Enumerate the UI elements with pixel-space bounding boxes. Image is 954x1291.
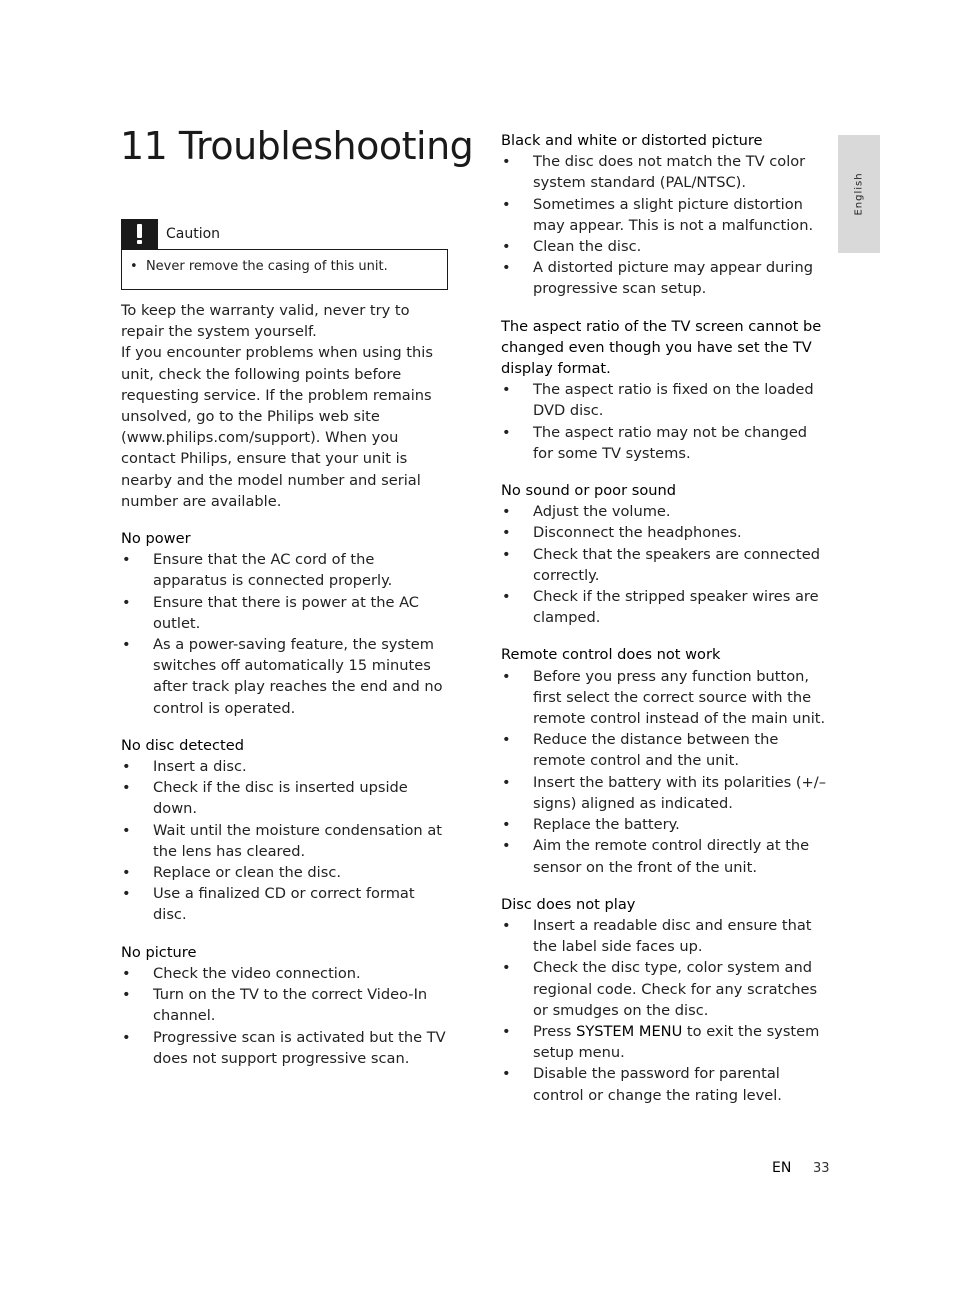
list-item: • Clean the disc. (501, 236, 831, 257)
page-title: 11 Troubleshooting (120, 124, 474, 168)
list-item: • Disconnect the headphones. (501, 522, 831, 543)
list-item: • Check that the speakers are connected correctly. (501, 544, 831, 586)
page-number: 33 (813, 1161, 830, 1176)
section-heading: Remote control does not work (501, 646, 721, 664)
list-item: • The disc does not match the TV color system standard (PAL/NTSC). (501, 151, 831, 193)
section-heading: No disc detected (121, 736, 244, 754)
section-disc-not-play (501, 894, 831, 1106)
caution-label: Caution (166, 226, 221, 242)
bullet-list (501, 666, 831, 878)
caution-header (121, 219, 450, 249)
language-label: English (853, 172, 865, 216)
section-distorted-picture (501, 130, 831, 300)
section-heading: No sound or poor sound (501, 482, 677, 500)
bullet-list (121, 963, 451, 1069)
section-heading: The aspect ratio of the TV screen cannot be changed even though you have set the TV display format. (501, 317, 822, 378)
section-no-power (121, 528, 451, 719)
list-item: • Check if the stripped speaker wires are clamped. (501, 586, 831, 628)
list-item: • Insert a disc. (121, 756, 451, 777)
list-item: • Progressive scan is activated but the TV does not support progressive scan. (121, 1027, 451, 1069)
section-heading: Black and white or distorted picture (501, 132, 763, 149)
intro-text (121, 300, 451, 512)
list-item: • Wait until the moisture condensation at the lens has cleared. (121, 820, 451, 862)
section-no-sound (501, 480, 831, 628)
caution-box (121, 249, 448, 290)
caution-item: • Never remove the casing of this unit. (130, 259, 388, 274)
exclamation-icon (121, 219, 158, 249)
list-item: • Replace or clean the disc. (121, 862, 451, 883)
section-aspect-ratio (501, 316, 831, 464)
list-item: • A distorted picture may appear during progressive scan setup. (501, 257, 831, 299)
list-item: • Reduce the distance between the remote control and the unit. (501, 729, 831, 771)
list-item: • Use a finalized CD or correct format disc. (121, 883, 451, 925)
list-item: • Sometimes a slight picture distortion may appear. This is not a malfunction. (501, 194, 831, 236)
system-menu-keyword: SYSTEM MENU (576, 1022, 683, 1040)
list-item: • Check if the disc is inserted upside down. (121, 777, 451, 819)
list-item: • Check the video connection. (121, 963, 451, 984)
left-column (121, 300, 451, 1085)
section-heading: No power (121, 530, 191, 548)
intro-paragraph: If you encounter problems when using this unit, check the following points before requesting service. If the problem remains unsolved, go to the Philips web site (www.philips.com/support). When you contact Philips, ensure that your unit is nearby and the model number and serial number are available. (121, 344, 433, 510)
bullet-list (121, 756, 451, 926)
list-item: • As a power-saving feature, the system switches off automatically 15 minutes after track play reaches the end and no control is operated. (121, 634, 451, 719)
language-tab (838, 135, 880, 253)
bullet-list (501, 501, 831, 628)
list-item: • Ensure that the AC cord of the apparatus is connected properly. (121, 549, 451, 591)
list-item: • Ensure that there is power at the AC outlet. (121, 592, 451, 634)
list-item: • The aspect ratio may not be changed for some TV systems. (501, 422, 831, 464)
section-remote-control (501, 644, 831, 877)
list-item: • Press SYSTEM MENU to exit the system setup menu. (501, 1021, 831, 1063)
list-item: • Before you press any function button, first select the correct source with the remote control instead of the main unit. (501, 666, 831, 730)
section-heading: Disc does not play (501, 895, 636, 913)
bullet-list (501, 915, 831, 1106)
list-item: • The aspect ratio is fixed on the loaded DVD disc. (501, 379, 831, 421)
right-column (501, 130, 831, 1122)
section-no-picture (121, 942, 451, 1069)
bullet-list (501, 151, 831, 299)
section-no-disc (121, 735, 451, 926)
intro-paragraph: To keep the warranty valid, never try to repair the system yourself. (121, 302, 410, 341)
list-item: • Aim the remote control directly at the sensor on the front of the unit. (501, 835, 831, 877)
list-item: • Adjust the volume. (501, 501, 831, 522)
list-item: • Check the disc type, color system and regional code. Check for any scratches or smudges on the disc. (501, 957, 831, 1021)
bullet-list (501, 379, 831, 464)
footer-language: EN (772, 1160, 792, 1176)
list-item: • Disable the password for parental control or change the rating level. (501, 1063, 831, 1105)
list-item: • Replace the battery. (501, 814, 831, 835)
list-item: • Turn on the TV to the correct Video-In channel. (121, 984, 451, 1026)
list-item: • Insert a readable disc and ensure that the label side faces up. (501, 915, 831, 957)
bullet-list (121, 549, 451, 719)
section-heading: No picture (121, 943, 197, 961)
list-item: • Insert the battery with its polarities (+/– signs) aligned as indicated. (501, 772, 831, 814)
